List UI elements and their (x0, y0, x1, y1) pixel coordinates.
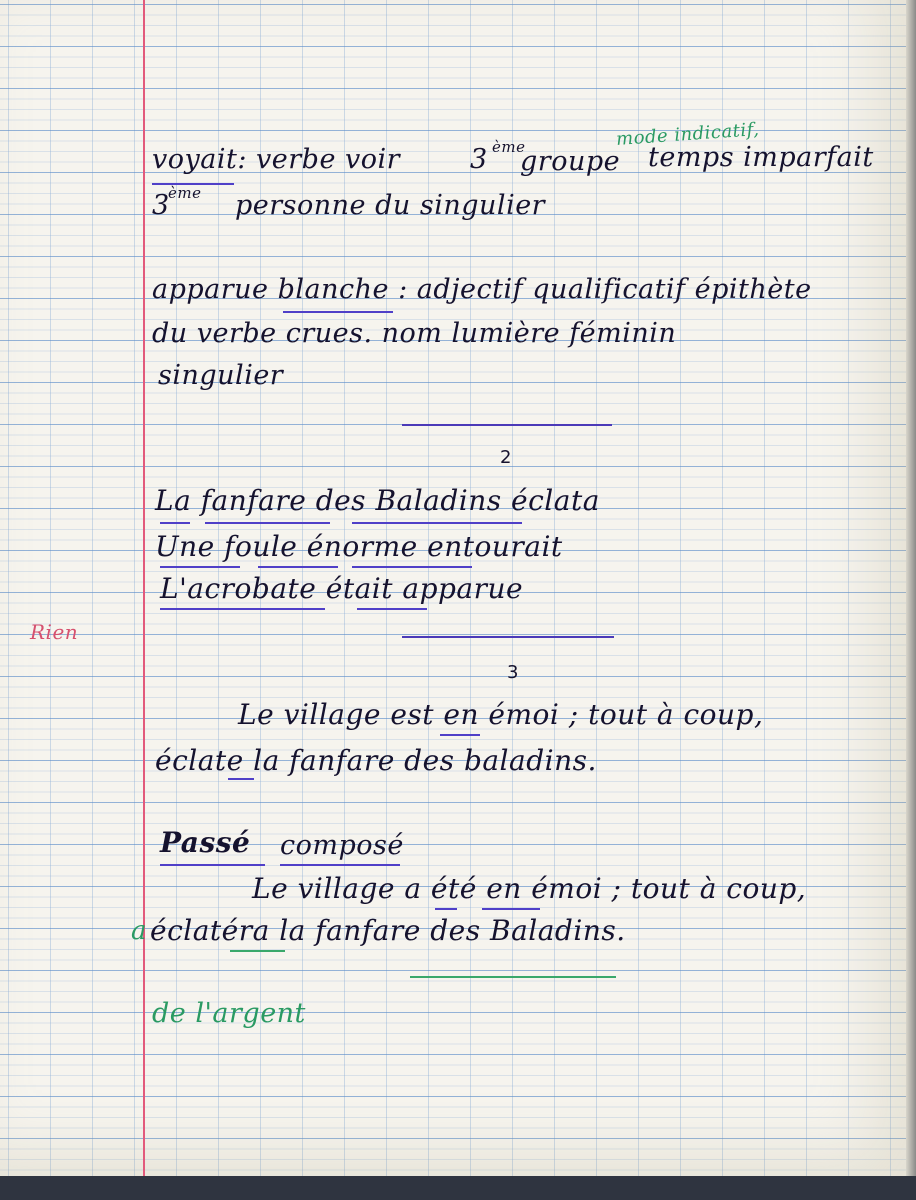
line-une-foule: Une foule énorme entourait (155, 530, 563, 563)
separator-1 (402, 424, 612, 426)
page-edge (906, 0, 916, 1176)
text-groupe: groupe (520, 146, 621, 177)
line-eclate: éclate la fanfare des baladins. (155, 744, 597, 777)
line-eclatera: éclatéra la fanfare des Baladins. (150, 914, 626, 947)
correction-de-largent: de l'argent (152, 998, 306, 1029)
line-du-verbe: du verbe crues. nom lumière féminin (152, 318, 677, 349)
underline-etait (357, 608, 427, 610)
underline-une (160, 566, 240, 568)
line-apparue-blanche: apparue blanche : adjectif qualificatif épithète (152, 274, 812, 305)
margin-note-rien: Rien (30, 620, 79, 644)
underline-fanfare (205, 522, 330, 524)
underline-eclate (228, 778, 254, 780)
margin-line (143, 0, 145, 1176)
underline-passe (160, 864, 265, 866)
correction-mode-indicatif: mode indicatif, (615, 119, 761, 150)
underline-est (440, 734, 480, 736)
line-personne: personne du singulier (235, 190, 546, 221)
underline-a (435, 908, 457, 910)
text-verbe-voir: : verbe voir (237, 144, 401, 175)
sup-eme-2: ème (168, 184, 202, 202)
text-temps-imparfait: temps imparfait (648, 142, 874, 173)
separator-3 (410, 976, 616, 978)
line-le-village-passe: Le village a été en émoi ; tout à coup, (252, 872, 807, 905)
line-voyait (152, 144, 400, 175)
background-strip (0, 1176, 916, 1200)
underline-lacrobate (160, 608, 325, 610)
section-number-3: 3 (507, 662, 519, 683)
correction-a: a (131, 916, 148, 946)
text-three-2: 3 (152, 190, 170, 221)
underline-ete (482, 908, 540, 910)
heading-passe: Passé (160, 826, 251, 859)
separator-2 (402, 636, 614, 638)
underline-foule (258, 566, 338, 568)
line-le-village: Le village est en émoi ; tout à coup, (238, 698, 764, 731)
text-three: 3 (470, 144, 488, 175)
word-voyait: voyait (152, 144, 238, 175)
underline-des-baladins (352, 522, 522, 524)
heading-compose: composé (280, 830, 404, 861)
underline-la (160, 522, 190, 524)
underline-compose (280, 864, 400, 866)
line-acrobate: L'acrobate était apparue (160, 572, 524, 605)
section-number-2: 2 (500, 447, 512, 468)
line-la-fanfare: La fanfare des Baladins éclata (155, 484, 600, 517)
underline-eclatera (230, 950, 285, 952)
underline-enorme (352, 566, 472, 568)
line-singulier: singulier (158, 360, 284, 391)
underline-blanche (283, 311, 393, 313)
sup-eme-1: ème (492, 138, 526, 156)
